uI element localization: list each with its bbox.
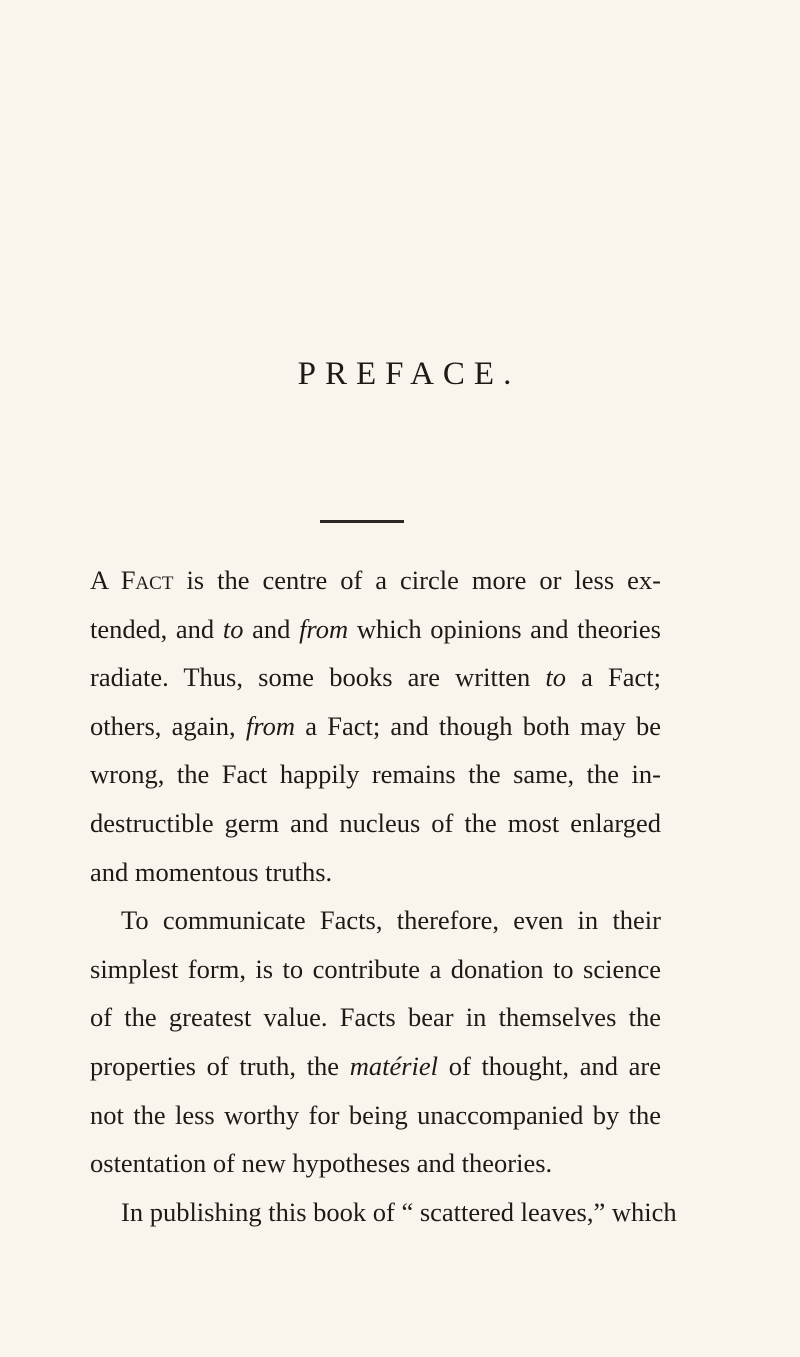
text-run: ostentation of new hypotheses and theories. — [90, 1148, 553, 1179]
text-line — [90, 945, 661, 994]
text-line — [90, 1139, 661, 1188]
page-title: PREFACE. — [297, 356, 521, 392]
italic-word: to — [222, 613, 244, 644]
text-run: In publishing this book of “ scattered leaves,” which — [121, 1196, 677, 1227]
text-line — [90, 896, 661, 945]
italic-word: to — [545, 662, 566, 693]
text-line — [90, 993, 661, 1042]
text-line — [90, 750, 661, 799]
text-run: is the centre of a circle more or less ex- — [173, 565, 661, 595]
text-line — [90, 1188, 677, 1237]
text-run: To communicate Facts, therefore, even in their — [121, 905, 661, 936]
text-run: destructible germ and nucleus of the most enlarged — [90, 807, 661, 838]
preface-text — [90, 556, 677, 1236]
italic-word: matériel — [349, 1050, 439, 1081]
text-run: a Fact; and though both may be — [294, 710, 661, 741]
text-run: others, again, — [90, 710, 246, 741]
text-run: and — [243, 613, 300, 644]
text-run: of the greatest value. Facts bear in themselves the — [90, 1002, 661, 1033]
text-line — [90, 1042, 661, 1091]
text-line — [90, 653, 661, 702]
text-run: tended, and — [90, 613, 223, 644]
text-run: which opinions and theories — [348, 613, 661, 644]
text-run: properties of truth, the — [90, 1050, 350, 1081]
text-run: not the less worthy for being unaccompanied by the — [90, 1099, 661, 1130]
title-divider — [320, 520, 404, 523]
text-run: wrong, the Fact happily remains the same, the in- — [90, 759, 661, 790]
text-line — [90, 1091, 661, 1140]
text-run: of thought, and are — [438, 1050, 661, 1081]
text-line — [90, 799, 661, 848]
text-run: a Fact; — [565, 662, 661, 693]
text-line — [90, 556, 661, 605]
text-line — [90, 605, 661, 654]
text-run: A — [90, 565, 121, 595]
text-run: simplest form, is to contribute a donation to science — [90, 953, 661, 984]
text-line — [90, 702, 661, 751]
small-caps-word: Fact — [120, 565, 174, 595]
text-run: and momentous truths. — [90, 856, 333, 887]
text-run: radiate. Thus, some books are written — [90, 662, 546, 693]
italic-word: from — [299, 613, 349, 644]
italic-word: from — [245, 710, 295, 741]
text-line — [90, 848, 661, 897]
